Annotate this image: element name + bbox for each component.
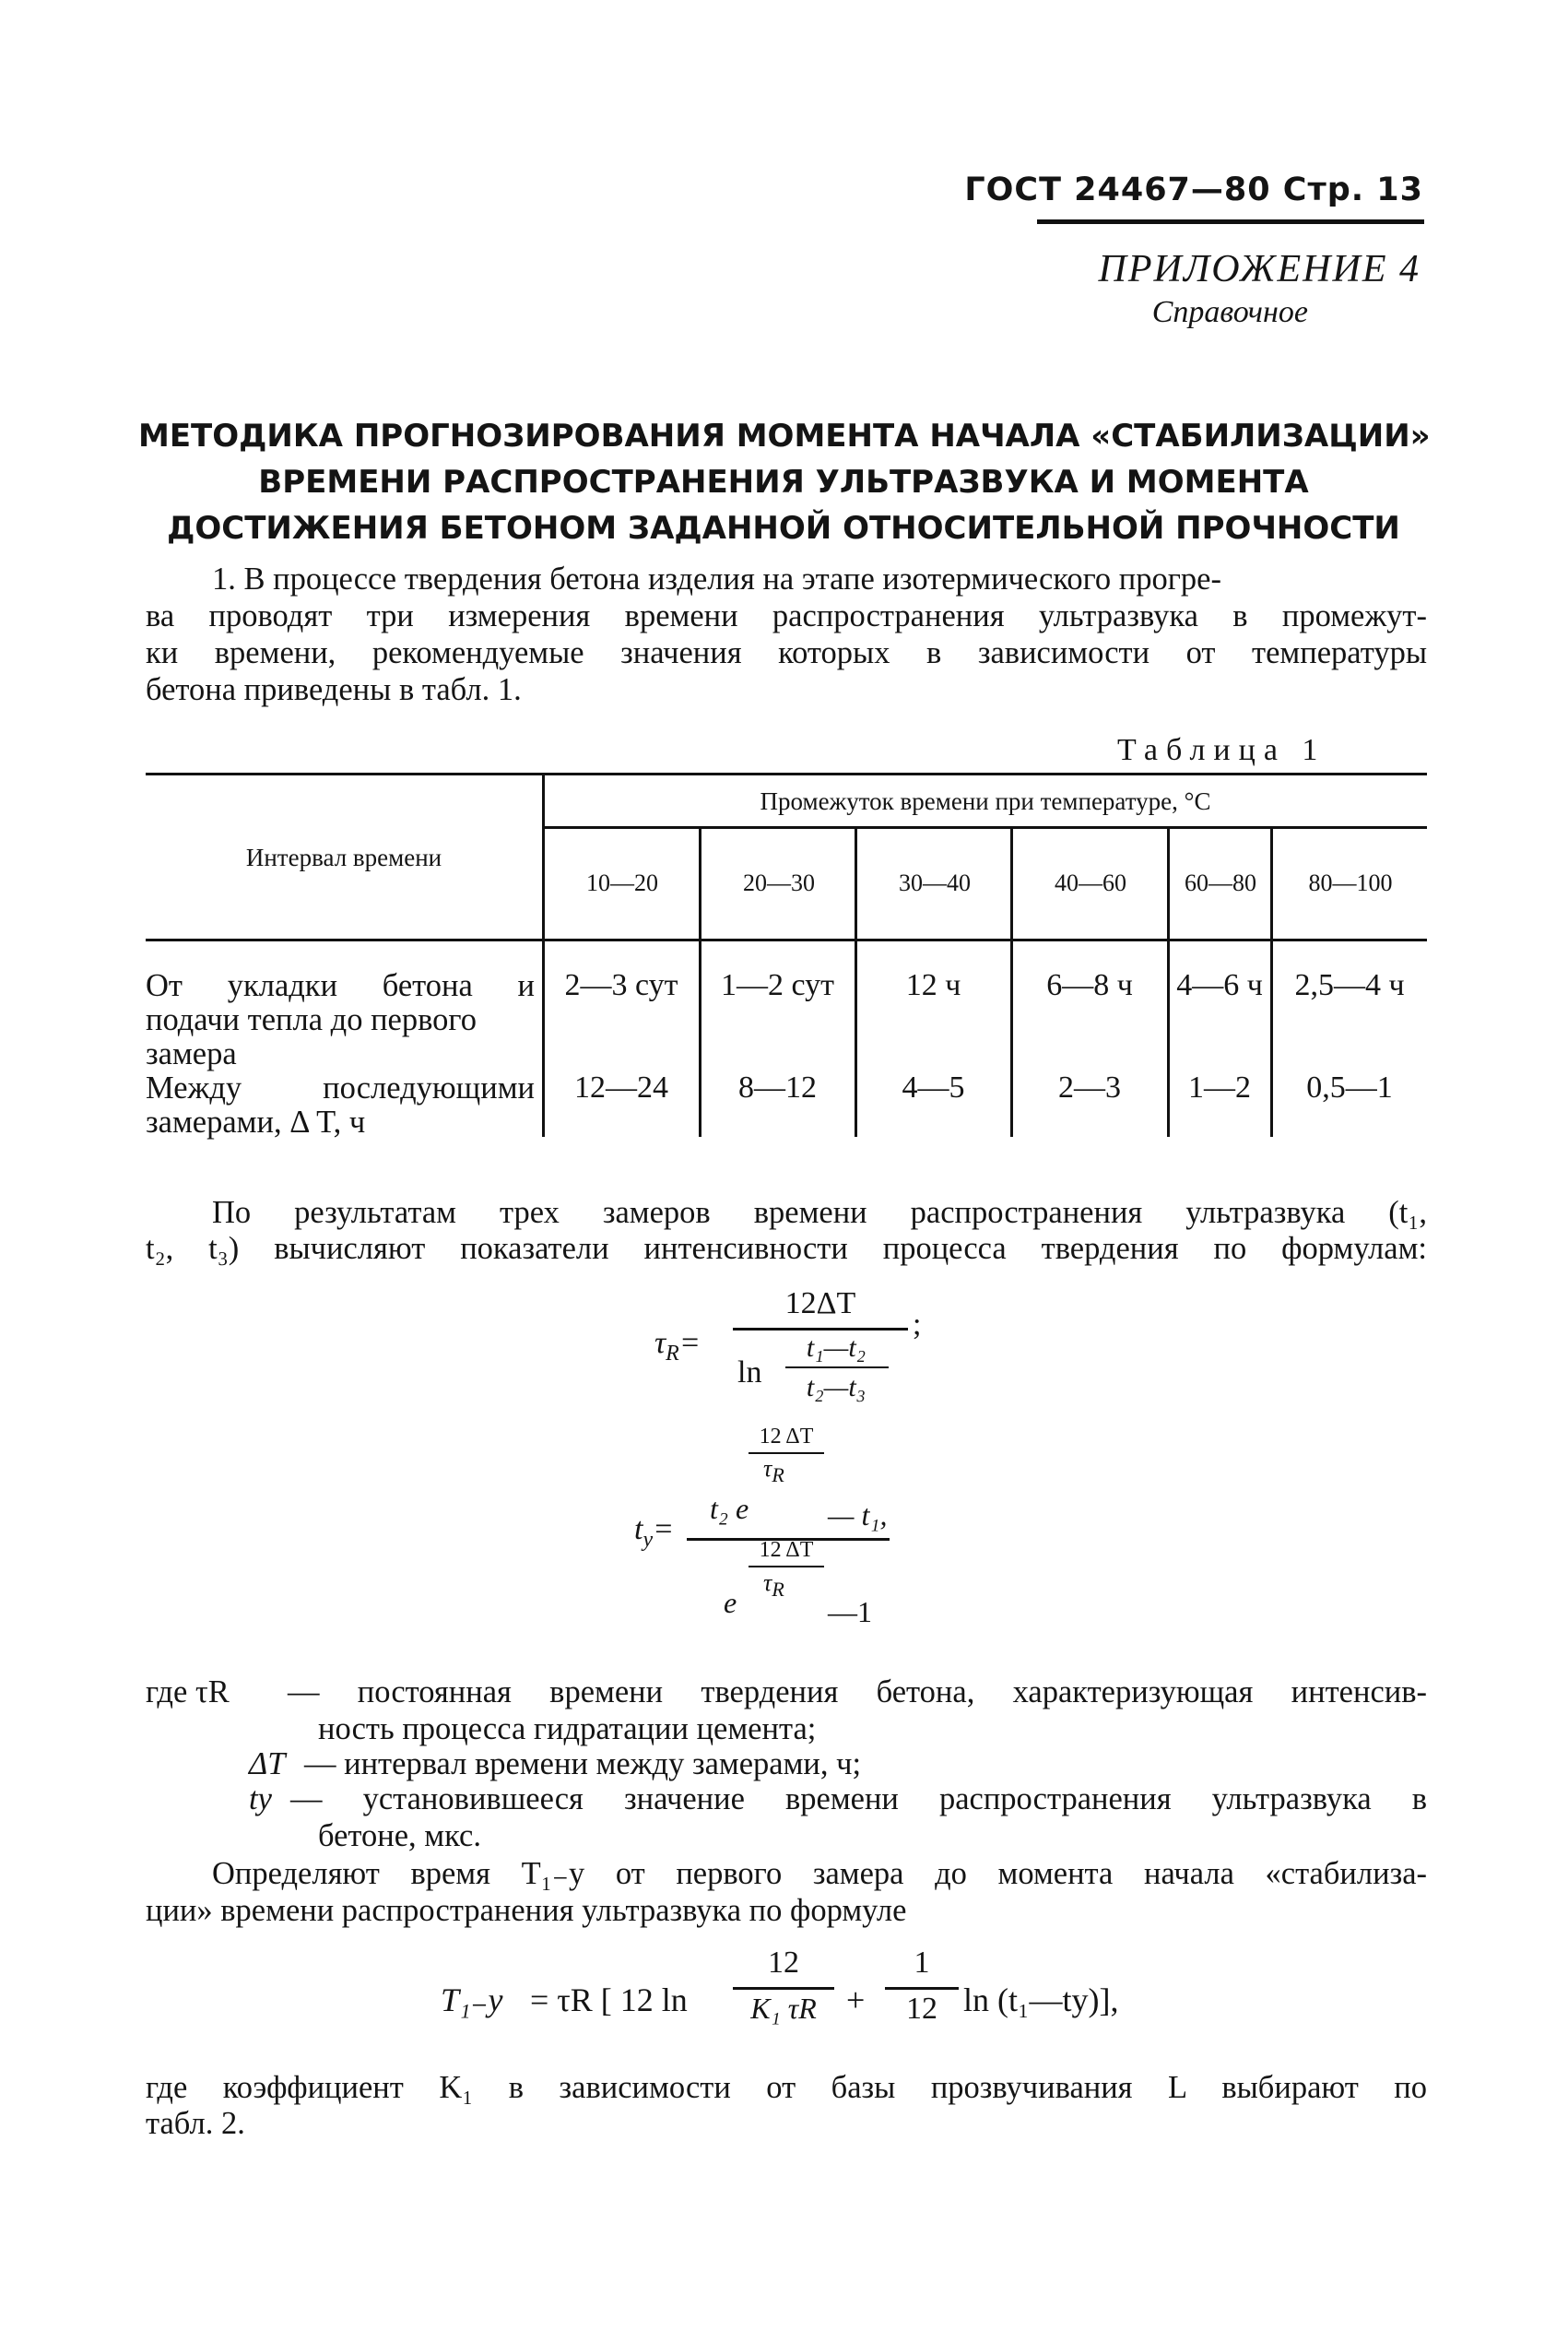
heading-line: МЕТОДИКА ПРОГНОЗИРОВАНИЯ МОМЕНТА НАЧАЛА «СТАБИЛИЗАЦИИ»	[138, 418, 1431, 455]
paragraph-line: Определяют время T₁₋у от первого замера до момента начала «стабилиза-	[212, 1856, 1427, 1891]
tau-subscript: R	[772, 1578, 784, 1602]
formula-subscript: R	[666, 1341, 679, 1366]
appendix-type: Справочное	[1151, 295, 1308, 329]
inner-denominator: t₂—t₃	[806, 1372, 867, 1402]
table-row-label: От укладки бетона и	[146, 968, 535, 1003]
header-rule	[1037, 219, 1424, 224]
heading-line: ВРЕМЕНИ РАСПРОСТРАНЕНИЯ УЛЬТРАЗВУКА И МОМЕНТА	[258, 464, 1309, 501]
fraction-denominator: K₁ τR	[750, 1992, 817, 2025]
paragraph-line: ва проводят три измерения времени распространения ультразвука в промежут-	[146, 598, 1427, 633]
tau-symbol: τ	[763, 1455, 772, 1482]
formula-subscript: у	[643, 1527, 654, 1552]
formula-lhs: T₁₋у	[441, 1981, 503, 2018]
formula-equation: = τR [ 12 ln	[530, 1981, 688, 2018]
definition-symbol: ΔT	[249, 1746, 286, 1781]
table-row-label: Между последующими	[146, 1070, 535, 1106]
table-column-header: 10—20	[586, 869, 658, 896]
table-row-label: подачи тепла до первого	[146, 1002, 477, 1037]
formula-numerator-left: t₂ e	[710, 1492, 749, 1525]
definition-text: — интервал времени между замерами, ч;	[304, 1746, 862, 1781]
table-cell: 12 ч	[905, 968, 961, 1002]
exponent-numerator: 12 ΔT	[759, 1425, 814, 1449]
fraction-bar	[733, 1987, 834, 1990]
table-column-header: 40—60	[1055, 869, 1126, 896]
exponent-denominator	[763, 1455, 784, 1487]
page-header: ГОСТ 24467—80 Стр. 13	[964, 171, 1423, 208]
table-top-rule	[146, 773, 1427, 775]
paragraph-line: По результатам трех замеров времени распространения ультразвука (t₁,	[212, 1195, 1427, 1230]
definition-text: бетоне, мкс.	[318, 1818, 481, 1853]
formula-numerator: 12ΔT	[784, 1286, 856, 1320]
tau-symbol: τ	[763, 1569, 772, 1596]
formula-numerator-right: — t₁,	[828, 1498, 888, 1532]
table-header-rule	[146, 939, 1427, 941]
table-group-rule	[544, 826, 1427, 829]
equals-sign: =	[653, 1512, 675, 1546]
exponent-fraction-bar	[749, 1452, 824, 1454]
paragraph-line: t₂, t₃) вычисляют показатели интенсивности процесса твердения по формулам:	[146, 1231, 1427, 1266]
formula-symbol: t	[634, 1512, 643, 1546]
table-cell: 12—24	[574, 1070, 668, 1105]
table-column-header: 30—40	[899, 869, 971, 896]
fraction-numerator: 12	[768, 1946, 799, 1980]
paragraph-line: 1. В процессе твердения бетона изделия на этапе изотермического прогре-	[212, 562, 1221, 597]
table-column-header: 60—80	[1185, 869, 1256, 896]
definition-text: ность процесса гидратации цемента;	[318, 1711, 817, 1746]
paragraph-line: табл. 2.	[146, 2106, 245, 2141]
paragraph-line: ки времени, рекомендуемые значения которых в зависимости от температуры	[146, 635, 1427, 670]
table-cell: 4—6 ч	[1176, 968, 1263, 1002]
fraction-bar	[885, 1987, 959, 1990]
fraction-numerator: 1	[914, 1946, 930, 1980]
exponent-fraction-bar	[749, 1566, 824, 1567]
table-caption: Таблица 1	[1117, 733, 1326, 767]
heading-line: ДОСТИЖЕНИЯ БЕТОНОМ ЗАДАННОЙ ОТНОСИТЕЛЬНОЙ ПРОЧНОСТИ	[167, 510, 1400, 547]
tau-subscript: R	[772, 1463, 784, 1487]
formula-lhs	[634, 1512, 674, 1553]
table-column-header: 20—30	[743, 869, 815, 896]
table-cell: 6—8 ч	[1046, 968, 1133, 1002]
paragraph-line: ции» времени распространения ультразвука по формуле	[146, 1893, 907, 1928]
formula-lhs	[654, 1326, 701, 1366]
appendix-title: ПРИЛОЖЕНИЕ 4	[1098, 248, 1421, 290]
table-cell: 2,5—4 ч	[1294, 968, 1405, 1002]
equals-sign: =	[678, 1326, 701, 1360]
formula-punctuation: ;	[913, 1307, 922, 1342]
paragraph-line: где коэффициент K₁ в зависимости от базы прозвучивания L выбирают по	[146, 2070, 1427, 2105]
table-column-header: 80—100	[1308, 869, 1393, 896]
definition-symbol: ty	[249, 1781, 272, 1816]
formula-tail: ln (t₁—tу)],	[963, 1981, 1119, 2018]
exponent-denominator	[763, 1569, 784, 1602]
table-cell: 1—2 сут	[720, 968, 834, 1002]
definition-text: — установившееся значение времени распространения ультразвука в	[290, 1781, 1427, 1816]
table-row-header: Интервал времени	[245, 844, 442, 871]
table-cell: 1—2	[1188, 1070, 1251, 1105]
table-cell: 2—3	[1058, 1070, 1121, 1105]
fraction-denominator: 12	[906, 1992, 937, 2026]
table-cell: 0,5—1	[1306, 1070, 1393, 1105]
definition-symbol: где τR	[146, 1674, 230, 1709]
paragraph-line: бетона приведены в табл. 1.	[146, 672, 522, 707]
formula-denominator-base: e	[724, 1586, 737, 1619]
formula-denominator-tail: —1	[828, 1595, 872, 1628]
inner-numerator: t₁—t₂	[806, 1332, 867, 1363]
table-group-header: Промежуток времени при температуре, °С	[760, 787, 1211, 815]
table-cell: 4—5	[902, 1070, 965, 1105]
section-heading	[138, 413, 1429, 551]
plus-sign: +	[846, 1981, 866, 2018]
fraction-bar	[733, 1328, 908, 1331]
definition-text: — постоянная времени твердения бетона, характеризующая интенсив-	[288, 1674, 1427, 1709]
table-row-label: замерами, Δ T, ч	[146, 1105, 366, 1140]
table-cell: 8—12	[738, 1070, 817, 1105]
ln-operator: ln	[737, 1355, 762, 1390]
exponent-numerator: 12 ΔT	[759, 1538, 814, 1562]
table-cell: 2—3 сут	[564, 968, 678, 1002]
inner-fraction-bar	[785, 1366, 889, 1368]
formula-symbol: τ	[654, 1326, 666, 1360]
table-row-label: замера	[146, 1036, 237, 1071]
